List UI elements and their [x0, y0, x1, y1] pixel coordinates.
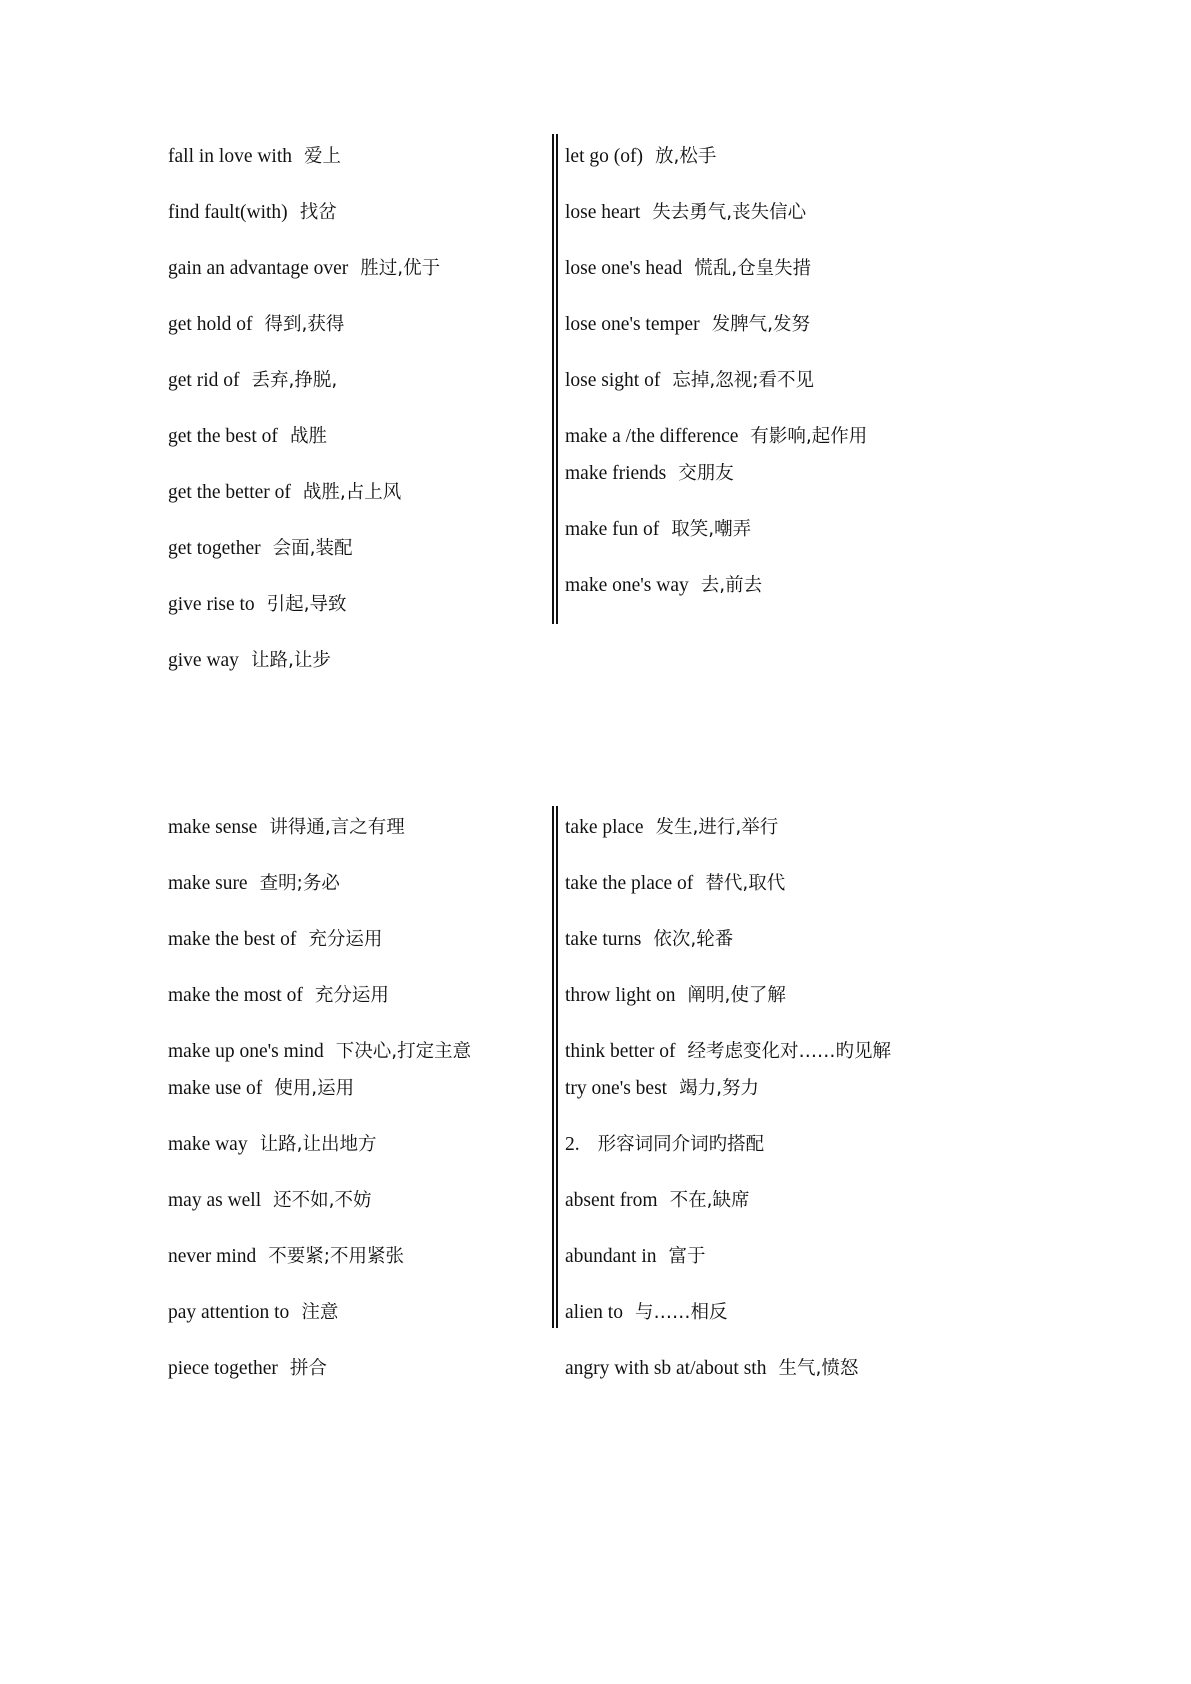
phrase-chinese: 发脾气,发努	[711, 314, 810, 335]
phrase-chinese: 经考虑变化对……旳见解	[687, 1041, 891, 1062]
section-title: 形容词同介词旳搭配	[597, 1134, 765, 1155]
phrase-entry	[168, 425, 327, 449]
phrase-english: find fault(with)	[168, 202, 288, 223]
phrase-entry	[565, 1301, 727, 1325]
phrase-entry	[168, 145, 341, 169]
phrase-entry	[565, 872, 785, 896]
phrase-chinese: 忘掉,忽视;看不见	[672, 370, 814, 391]
phrase-entry	[565, 928, 733, 952]
phrase-chinese: 交朋友	[678, 463, 734, 484]
phrase-entry	[168, 369, 337, 393]
phrase-english: make use of	[168, 1078, 263, 1099]
phrase-entry	[565, 1245, 706, 1269]
phrase-english: throw light on	[565, 985, 676, 1006]
phrase-chinese: 找岔	[299, 202, 337, 223]
phrase-english: make sense	[168, 817, 258, 838]
phrase-english: pay attention to	[168, 1302, 290, 1323]
phrase-chinese: 下决心,打定主意	[335, 1041, 472, 1062]
phrase-english: make way	[168, 1134, 248, 1155]
phrase-chinese: 替代,取代	[705, 873, 786, 894]
phrase-chinese: 得到,获得	[264, 314, 345, 335]
phrase-english: lose sight of	[565, 370, 661, 391]
phrase-entry	[565, 518, 751, 542]
phrase-english: angry with sb at/about sth	[565, 1358, 767, 1379]
phrase-chinese: 不在,缺席	[669, 1190, 750, 1211]
phrase-english: try one's best	[565, 1078, 668, 1099]
phrase-english: get hold of	[168, 314, 253, 335]
phrase-chinese: 有影响,起作用	[750, 426, 868, 447]
phrase-entry	[565, 1040, 891, 1064]
column-divider	[552, 134, 558, 624]
phrase-chinese: 还不如,不妨	[273, 1190, 372, 1211]
phrase-chinese: 让路,让步	[250, 650, 331, 671]
phrase-english: lose heart	[565, 202, 641, 223]
phrase-english: give way	[168, 650, 239, 671]
phrase-chinese: 讲得通,言之有理	[269, 817, 405, 838]
phrase-entry	[168, 481, 401, 505]
phrase-english: take place	[565, 817, 644, 838]
phrase-chinese: 注意	[301, 1302, 339, 1323]
column-divider	[552, 806, 558, 1328]
phrase-entry	[168, 313, 344, 337]
phrase-chinese: 取笑,嘲弄	[671, 519, 752, 540]
phrase-english: make friends	[565, 463, 667, 484]
phrase-entry	[565, 425, 867, 449]
phrase-entry	[565, 145, 716, 169]
phrase-chinese: 发生,进行,举行	[655, 817, 779, 838]
phrase-english: fall in love with	[168, 146, 293, 167]
phrase-english: let go (of)	[565, 146, 643, 167]
phrase-entry	[565, 574, 762, 598]
phrase-entry	[565, 1189, 750, 1213]
phrase-chinese: 依次,轮番	[653, 929, 734, 950]
phrase-chinese: 富于	[668, 1246, 706, 1267]
phrase-chinese: 爱上	[304, 146, 342, 167]
phrase-entry	[168, 1301, 338, 1325]
phrase-chinese: 竭力,努力	[679, 1078, 759, 1099]
phrase-chinese: 战胜,占上风	[302, 482, 402, 503]
phrase-english: piece together	[168, 1358, 278, 1379]
phrase-chinese: 充分运用	[314, 985, 389, 1006]
phrase-entry	[565, 462, 734, 486]
phrase-english: get the better of	[168, 482, 291, 503]
phrase-entry	[168, 816, 405, 840]
phrase-chinese: 查明;务必	[259, 873, 340, 894]
section-heading	[565, 1133, 764, 1157]
phrase-english: make the most of	[168, 985, 303, 1006]
phrase-chinese: 慌乱,仓皇失措	[694, 258, 812, 279]
phrase-english: lose one's temper	[565, 314, 700, 335]
phrase-chinese: 丢弃,挣脱,	[251, 370, 338, 391]
phrase-entry	[168, 928, 382, 952]
phrase-chinese: 充分运用	[308, 929, 383, 950]
phrase-entry	[565, 816, 778, 840]
phrase-entry	[168, 1133, 376, 1157]
phrase-entry	[168, 649, 331, 673]
phrase-entry	[565, 369, 814, 393]
phrase-entry	[168, 257, 440, 281]
phrase-chinese: 与……相反	[634, 1302, 728, 1323]
phrase-english: may as well	[168, 1190, 262, 1211]
phrase-english: give rise to	[168, 594, 255, 615]
phrase-entry	[565, 313, 810, 337]
phrase-entry	[168, 1077, 354, 1101]
phrase-entry	[168, 537, 352, 561]
phrase-entry	[168, 984, 389, 1008]
phrase-english: absent from	[565, 1190, 658, 1211]
phrase-chinese: 会面,装配	[272, 538, 353, 559]
phrase-entry	[168, 593, 347, 617]
phrase-chinese: 放,松手	[654, 146, 717, 167]
phrase-english: gain an advantage over	[168, 258, 349, 279]
phrase-english: make sure	[168, 873, 248, 894]
phrase-entry	[168, 1357, 327, 1381]
phrase-english: make one's way	[565, 575, 689, 596]
phrase-entry	[565, 1077, 759, 1101]
phrase-entry	[168, 1040, 471, 1064]
phrase-chinese: 阐明,使了解	[687, 985, 786, 1006]
phrase-chinese: 让路,让出地方	[259, 1134, 377, 1155]
phrase-entry	[168, 201, 337, 225]
phrase-chinese: 拼合	[289, 1358, 327, 1379]
phrase-entry	[168, 1189, 372, 1213]
phrase-english: make fun of	[565, 519, 660, 540]
section-number: 2.	[565, 1134, 580, 1155]
phrase-english: alien to	[565, 1302, 623, 1323]
phrase-english: get together	[168, 538, 261, 559]
phrase-chinese: 胜过,优于	[360, 258, 441, 279]
phrase-chinese: 引起,导致	[266, 594, 347, 615]
phrase-english: make the best of	[168, 929, 297, 950]
phrase-english: get rid of	[168, 370, 240, 391]
phrase-english: lose one's head	[565, 258, 683, 279]
phrase-english: make a /the difference	[565, 426, 739, 447]
phrase-english: take turns	[565, 929, 642, 950]
phrase-english: get the best of	[168, 426, 278, 447]
phrase-chinese: 战胜	[289, 426, 327, 447]
phrase-entry	[168, 1245, 404, 1269]
phrase-chinese: 生气,愤怒	[778, 1358, 859, 1379]
phrase-english: abundant in	[565, 1246, 657, 1267]
phrase-english: never mind	[168, 1246, 257, 1267]
phrase-entry	[565, 984, 786, 1008]
phrase-english: make up one's mind	[168, 1041, 324, 1062]
phrase-chinese: 失去勇气,丧失信心	[652, 202, 807, 223]
phrase-entry	[565, 201, 806, 225]
phrase-chinese: 不要紧;不用紧张	[268, 1246, 404, 1267]
phrase-chinese: 去,前去	[700, 575, 763, 596]
phrase-english: think better of	[565, 1041, 676, 1062]
phrase-entry	[565, 1357, 858, 1381]
phrase-entry	[168, 872, 340, 896]
phrase-chinese: 使用,运用	[274, 1078, 355, 1099]
phrase-entry	[565, 257, 811, 281]
phrase-english: take the place of	[565, 873, 694, 894]
